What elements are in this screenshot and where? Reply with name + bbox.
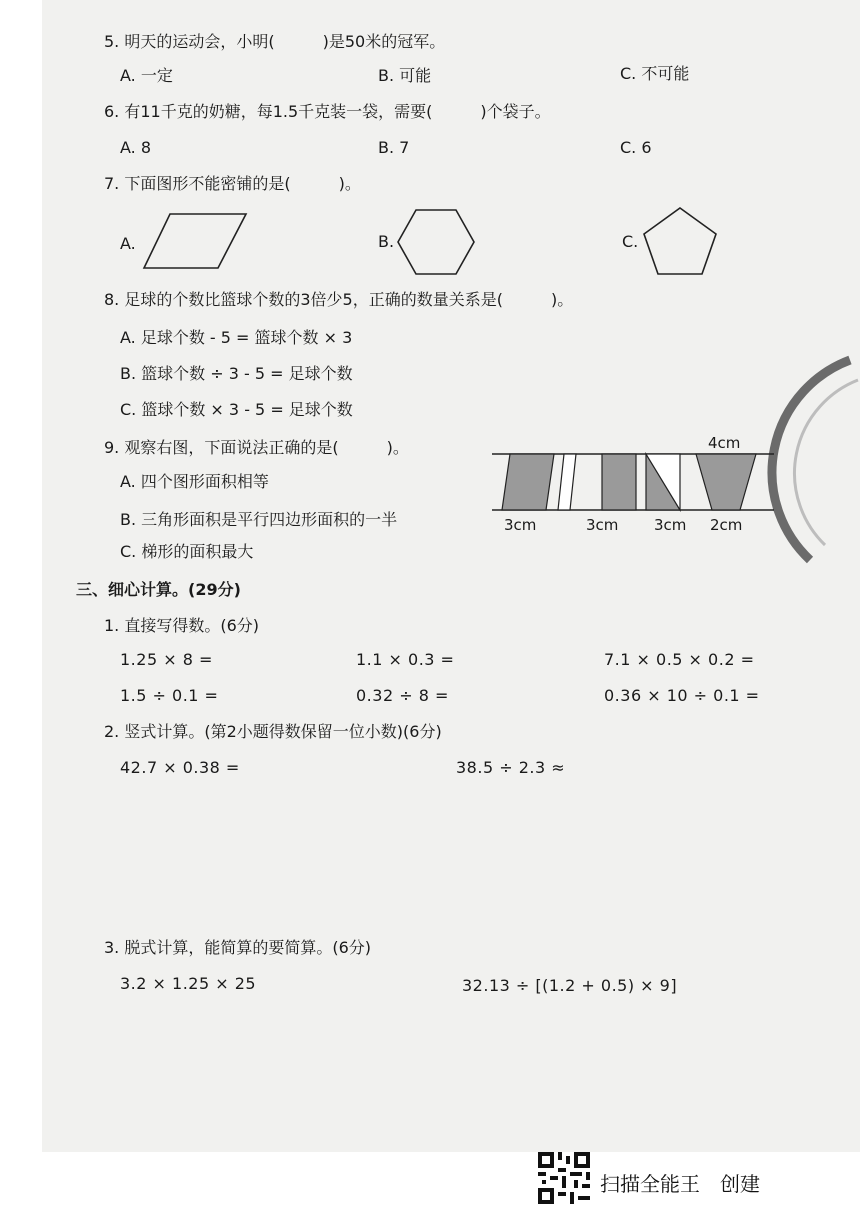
calc-item: 32.13 ÷ [(1.2 + 0.5) × 9] bbox=[462, 976, 678, 995]
calc-part2-title: 2. 竖式计算。(第2小题得数保留一位小数)(6分) bbox=[104, 722, 442, 741]
calc-item: 0.36 × 10 ÷ 0.1 = bbox=[604, 686, 760, 705]
q9-figure-label-1: 3cm bbox=[504, 516, 537, 534]
q6-stem: 6. 有11千克的奶糖，每1.5千克装一袋，需要( )个袋子。 bbox=[104, 102, 551, 121]
calc-item: 38.5 ÷ 2.3 ≈ bbox=[456, 758, 566, 777]
qr-code-icon bbox=[538, 1152, 590, 1204]
q6-option-b: B. 7 bbox=[378, 138, 410, 157]
q5-stem: 5. 明天的运动会，小明( )是50米的冠军。 bbox=[104, 32, 446, 51]
q7-stem: 7. 下面图形不能密铺的是( )。 bbox=[104, 174, 361, 193]
section3-title: 三、细心计算。(29分) bbox=[76, 580, 241, 599]
calc-item: 42.7 × 0.38 = bbox=[120, 758, 240, 777]
calc-item: 1.5 ÷ 0.1 = bbox=[120, 686, 219, 705]
q8-option-a: A. 足球个数 - 5 = 篮球个数 × 3 bbox=[120, 328, 353, 347]
q6-option-a: A. 8 bbox=[120, 138, 152, 157]
calc-part1-title: 1. 直接写得数。(6分) bbox=[104, 616, 260, 635]
q8-stem: 8. 足球的个数比篮球个数的3倍少5，正确的数量关系是( )。 bbox=[104, 290, 574, 309]
calc-item: 1.25 × 8 = bbox=[120, 650, 213, 669]
calc-item: 3.2 × 1.25 × 25 bbox=[120, 974, 257, 993]
parallelogram-shape bbox=[140, 210, 250, 272]
q6-option-c: C. 6 bbox=[620, 138, 652, 157]
calc-item: 1.1 × 0.3 = bbox=[356, 650, 455, 669]
calc-item: 7.1 × 0.5 × 0.2 = bbox=[604, 650, 755, 669]
figure-rectangle bbox=[602, 454, 636, 510]
q5-option-c: C. 不可能 bbox=[620, 64, 690, 83]
pentagon-shape bbox=[642, 206, 718, 276]
calc-item: 0.32 ÷ 8 = bbox=[356, 686, 449, 705]
q9-figure-label-2: 3cm bbox=[586, 516, 619, 534]
q9-option-b: B. 三角形面积是平行四边形面积的一半 bbox=[120, 510, 398, 529]
q9-figure-top-label: 4cm bbox=[708, 434, 741, 452]
q7-option-a: A. bbox=[120, 234, 136, 253]
q9-figure-label-4: 2cm bbox=[710, 516, 743, 534]
figure-parallelogram-2 bbox=[558, 454, 576, 510]
q8-option-c: C. 篮球个数 × 3 - 5 = 足球个数 bbox=[120, 400, 353, 419]
q9-stem: 9. 观察右图，下面说法正确的是( )。 bbox=[104, 438, 409, 457]
calc-part3-title: 3. 脱式计算，能简算的要简算。(6分) bbox=[104, 938, 372, 957]
q9-option-a: A. 四个图形面积相等 bbox=[120, 472, 269, 491]
q9-option-c: C. 梯形的面积最大 bbox=[120, 542, 254, 561]
figure-parallelogram-1 bbox=[502, 454, 554, 510]
q8-option-b: B. 篮球个数 ÷ 3 - 5 = 足球个数 bbox=[120, 364, 353, 383]
hexagon-shape bbox=[396, 208, 478, 276]
q9-figure-label-3: 3cm bbox=[654, 516, 687, 534]
q7-option-c: C. bbox=[622, 232, 639, 251]
figure-trapezoid bbox=[696, 454, 756, 510]
footer-watermark: 扫描全能王 创建 bbox=[600, 1172, 760, 1196]
q7-option-b: B. bbox=[378, 232, 395, 251]
q5-option-b: B. 可能 bbox=[378, 66, 432, 85]
q5-option-a: A. 一定 bbox=[120, 66, 173, 85]
